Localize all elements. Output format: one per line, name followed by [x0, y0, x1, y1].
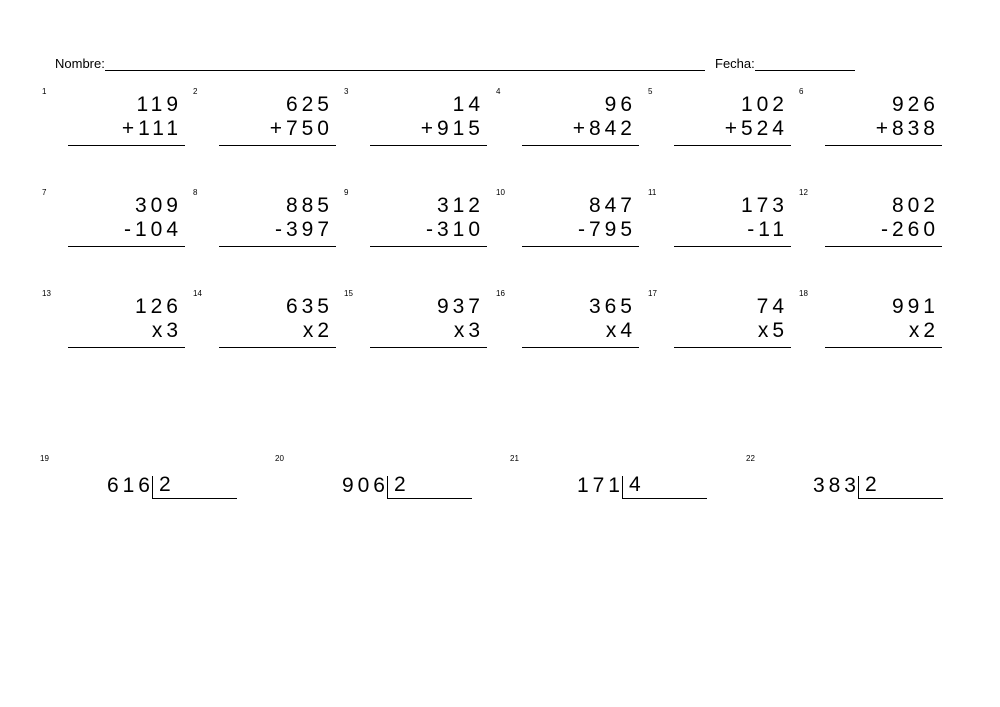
problem	[648, 188, 798, 263]
operand-bottom: x2	[908, 319, 939, 342]
operand-top: 126	[134, 295, 182, 318]
answer-line[interactable]	[825, 246, 942, 247]
division-bracket[interactable]	[152, 473, 237, 499]
problem	[193, 188, 343, 263]
date-field	[715, 56, 855, 71]
dividend: 906	[341, 474, 389, 497]
answer-line[interactable]	[825, 347, 942, 348]
answer-line[interactable]	[825, 145, 942, 146]
dividend: 383	[812, 474, 860, 497]
operand-bottom: -310	[425, 218, 484, 241]
problem-number: 3	[344, 87, 349, 96]
answer-line[interactable]	[522, 145, 639, 146]
operand-bottom: x4	[605, 319, 636, 342]
problem-number: 5	[648, 87, 653, 96]
problem-number: 8	[193, 188, 198, 197]
operand-bottom: -795	[577, 218, 636, 241]
problem	[648, 289, 798, 364]
operand-bottom: -104	[123, 218, 182, 241]
operand-bottom: +111	[121, 117, 182, 140]
answer-line[interactable]	[522, 347, 639, 348]
problem	[344, 289, 494, 364]
problem-number: 6	[799, 87, 804, 96]
operand-top: 102	[740, 93, 788, 116]
date-label: Fecha:	[715, 56, 755, 71]
operand-bottom: +524	[724, 117, 788, 140]
operand-top: 119	[136, 93, 182, 116]
problem-number: 22	[746, 454, 755, 463]
name-label: Nombre:	[55, 56, 105, 71]
problem	[193, 87, 343, 162]
problem-number: 2	[193, 87, 198, 96]
answer-line[interactable]	[68, 347, 185, 348]
operand-top: 14	[452, 93, 484, 116]
division-bracket[interactable]	[622, 473, 707, 499]
problem-number: 13	[42, 289, 51, 298]
operand-bottom: x5	[757, 319, 788, 342]
divisor: 2	[159, 473, 171, 496]
answer-line[interactable]	[68, 246, 185, 247]
operand-top: 74	[756, 295, 788, 318]
operand-top: 625	[285, 93, 333, 116]
problem	[193, 289, 343, 364]
operand-top: 635	[285, 295, 333, 318]
problem-number: 16	[496, 289, 505, 298]
problem	[799, 87, 949, 162]
operand-bottom: x3	[453, 319, 484, 342]
operand-bottom: +915	[420, 117, 484, 140]
problem-number: 14	[193, 289, 202, 298]
date-blank-line[interactable]	[755, 58, 855, 71]
answer-line[interactable]	[370, 246, 487, 247]
operand-bottom: x2	[302, 319, 333, 342]
problem	[344, 87, 494, 162]
answer-line[interactable]	[674, 246, 791, 247]
problem-number: 1	[42, 87, 47, 96]
problem	[42, 289, 192, 364]
problem-number: 12	[799, 188, 808, 197]
operand-bottom: +750	[269, 117, 333, 140]
operand-bottom: x3	[151, 319, 182, 342]
problem	[648, 87, 798, 162]
dividend: 171	[576, 474, 624, 497]
divisor: 2	[865, 473, 877, 496]
division-bracket[interactable]	[387, 473, 472, 499]
answer-line[interactable]	[674, 347, 791, 348]
operand-top: 937	[436, 295, 484, 318]
problem	[496, 188, 646, 263]
operand-top: 991	[891, 295, 939, 318]
problem-number: 9	[344, 188, 349, 197]
division-bracket[interactable]	[858, 473, 943, 499]
problem-number: 11	[648, 188, 657, 197]
answer-line[interactable]	[219, 145, 336, 146]
operand-bottom: -260	[880, 218, 939, 241]
problem	[496, 289, 646, 364]
division-problem	[746, 454, 956, 504]
problem	[42, 87, 192, 162]
division-problem	[275, 454, 485, 504]
answer-line[interactable]	[219, 246, 336, 247]
operand-top: 802	[891, 194, 939, 217]
problem	[799, 289, 949, 364]
problem-number: 10	[496, 188, 505, 197]
division-problem	[510, 454, 720, 504]
dividend: 616	[106, 474, 154, 497]
operand-bottom: -397	[274, 218, 333, 241]
operand-top: 847	[588, 194, 636, 217]
answer-line[interactable]	[370, 145, 487, 146]
answer-line[interactable]	[522, 246, 639, 247]
division-problem	[40, 454, 250, 504]
operand-bottom: +838	[875, 117, 939, 140]
problem-number: 4	[496, 87, 501, 96]
operand-top: 173	[740, 194, 788, 217]
problem-number: 19	[40, 454, 49, 463]
divisor: 2	[394, 473, 406, 496]
problem-number: 18	[799, 289, 808, 298]
problem	[496, 87, 646, 162]
operand-top: 885	[285, 194, 333, 217]
operand-top: 312	[436, 194, 484, 217]
problem-number: 21	[510, 454, 519, 463]
name-field	[55, 56, 705, 71]
answer-line[interactable]	[68, 145, 185, 146]
operand-top: 365	[588, 295, 636, 318]
problem-number: 7	[42, 188, 47, 197]
operand-top: 926	[891, 93, 939, 116]
answer-line[interactable]	[219, 347, 336, 348]
operand-top: 96	[604, 93, 636, 116]
problem-number: 17	[648, 289, 657, 298]
name-blank-line[interactable]	[105, 58, 705, 71]
divisor: 4	[629, 473, 641, 496]
operand-bottom: -11	[747, 218, 788, 241]
operand-top: 309	[134, 194, 182, 217]
problem-number: 15	[344, 289, 353, 298]
answer-line[interactable]	[674, 145, 791, 146]
operand-bottom: +842	[572, 117, 636, 140]
problem	[344, 188, 494, 263]
problem	[42, 188, 192, 263]
answer-line[interactable]	[370, 347, 487, 348]
problem	[799, 188, 949, 263]
problem-number: 20	[275, 454, 284, 463]
